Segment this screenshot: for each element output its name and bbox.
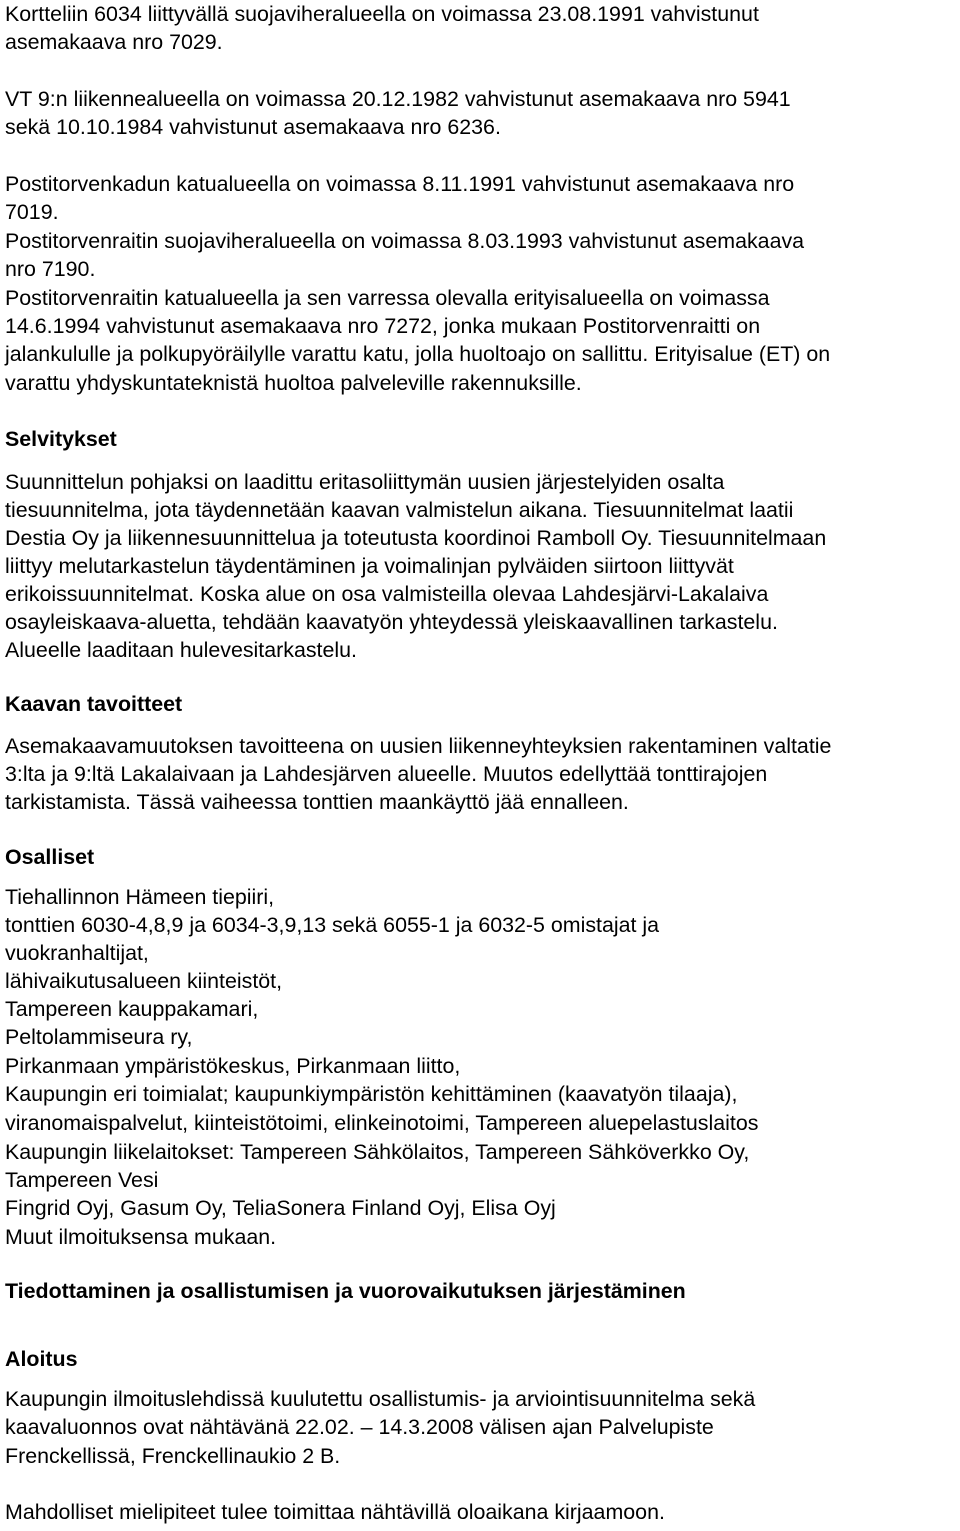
osalliset-line: Fingrid Oyj, Gasum Oy, TeliaSonera Finland Oyj, Elisa Oyj: [5, 1196, 556, 1220]
osalliset-line: viranomaispalvelut, kiinteistötoimi, elinkeinotoimi, Tampereen aluepelastuslaitos: [5, 1111, 759, 1135]
aloitus-line: Frenckellissä, Frenckellinaukio 2 B.: [5, 1444, 341, 1468]
osalliset-line: vuokranhaltijat,: [5, 941, 149, 965]
osalliset-line: Tampereen kauppakamari,: [5, 997, 259, 1021]
osalliset-line: tonttien 6030-4,8,9 ja 6034-3,9,13 sekä 6055-1 ja 6032-5 omistajat ja: [5, 913, 660, 937]
intro-line: asemakaava nro 7029.: [5, 30, 223, 54]
section-heading-osalliset: Osalliset: [5, 845, 95, 869]
osalliset-line: Tampereen Vesi: [5, 1168, 159, 1192]
intro-line: sekä 10.10.1984 vahvistunut asemakaava nro 6236.: [5, 115, 501, 139]
selvitykset-line: Destia Oy ja liikennesuunnittelua ja toteutusta koordinoi Ramboll Oy. Tiesuunnitelmaan: [5, 526, 827, 550]
selvitykset-line: osayleiskaava-aluetta, tehdään kaavatyön yhteydessä yleiskaavallinen tarkastelu.: [5, 610, 778, 634]
section-heading-aloitus: Aloitus: [5, 1347, 78, 1371]
aloitus-line: kaavaluonnos ovat nähtävänä 22.02. – 14.3.2008 välisen ajan Palvelupiste: [5, 1415, 714, 1439]
intro-line: varattu yhdyskuntateknistä huoltoa palveleville rakennuksille.: [5, 371, 582, 395]
intro-line: Postitorvenraitin katualueella ja sen varressa olevalla erityisalueella on voimassa: [5, 286, 770, 310]
intro-line: 14.6.1994 vahvistunut asemakaava nro 7272, jonka mukaan Postitorvenraitti on: [5, 314, 761, 338]
aloitus-closing-line: Mahdolliset mielipiteet tulee toimittaa nähtävillä oloaikana kirjaamoon.: [5, 1500, 665, 1524]
osalliset-line: Tiehallinnon Hämeen tiepiiri,: [5, 885, 275, 909]
section-heading-tiedottaminen: Tiedottaminen ja osallistumisen ja vuorovaikutuksen järjestäminen: [5, 1279, 686, 1303]
osalliset-line: lähivaikutusalueen kiinteistöt,: [5, 969, 283, 993]
intro-line: nro 7190.: [5, 257, 96, 281]
osalliset-line: Kaupungin eri toimialat; kaupunkiympäristön kehittäminen (kaavatyön tilaaja),: [5, 1082, 738, 1106]
selvitykset-line: Alueelle laaditaan hulevesitarkastelu.: [5, 638, 357, 662]
selvitykset-line: tiesuunnitelma, jota täydennetään kaavan valmistelun aikana. Tiesuunnitelmat laatii: [5, 498, 794, 522]
aloitus-line: Kaupungin ilmoituslehdissä kuulutettu osallistumis- ja arviointisuunnitelma sekä: [5, 1387, 756, 1411]
selvitykset-line: Suunnittelun pohjaksi on laadittu eritasoliittymän uusien järjestelyiden osalta: [5, 470, 725, 494]
tavoitteet-line: tarkistamista. Tässä vaiheessa tonttien maankäyttö jää ennalleen.: [5, 790, 629, 814]
intro-line: Kortteliin 6034 liittyvällä suojaviheralueella on voimassa 23.08.1991 vahvistunut: [5, 2, 759, 26]
intro-line: jalankululle ja polkupyöräilylle varattu katu, jolla huoltoajo on sallittu. Erityisalue (ET) on: [5, 342, 831, 366]
intro-line: VT 9:n liikennealueella on voimassa 20.12.1982 vahvistunut asemakaava nro 5941: [5, 87, 791, 111]
osalliset-line: Kaupungin liikelaitokset: Tampereen Sähkölaitos, Tampereen Sähköverkko Oy,: [5, 1140, 750, 1164]
selvitykset-line: erikoissuunnitelmat. Koska alue on osa valmisteilla olevaa Lahdesjärvi-Lakalaiva: [5, 582, 769, 606]
section-heading-selvitykset: Selvitykset: [5, 427, 117, 451]
intro-line: 7019.: [5, 200, 59, 224]
tavoitteet-line: 3:lta ja 9:ltä Lakalaivaan ja Lahdesjärven alueelle. Muutos edellyttää tonttirajojen: [5, 762, 768, 786]
intro-line: Postitorvenkadun katualueella on voimassa 8.11.1991 vahvistunut asemakaava nro: [5, 172, 795, 196]
osalliset-line: Pirkanmaan ympäristökeskus, Pirkanmaan liitto,: [5, 1054, 461, 1078]
osalliset-line: Peltolammiseura ry,: [5, 1025, 193, 1049]
osalliset-line: Muut ilmoituksensa mukaan.: [5, 1225, 277, 1249]
section-heading-tavoitteet: Kaavan tavoitteet: [5, 692, 183, 716]
selvitykset-line: liittyy melutarkastelun täydentäminen ja voimalinjan pylväiden siirtoon liittyvät: [5, 554, 734, 578]
intro-line: Postitorvenraitin suojaviheralueella on voimassa 8.03.1993 vahvistunut asemakaava: [5, 229, 805, 253]
tavoitteet-line: Asemakaavamuutoksen tavoitteena on uusien liikenneyhteyksien rakentaminen valtatie: [5, 734, 832, 758]
